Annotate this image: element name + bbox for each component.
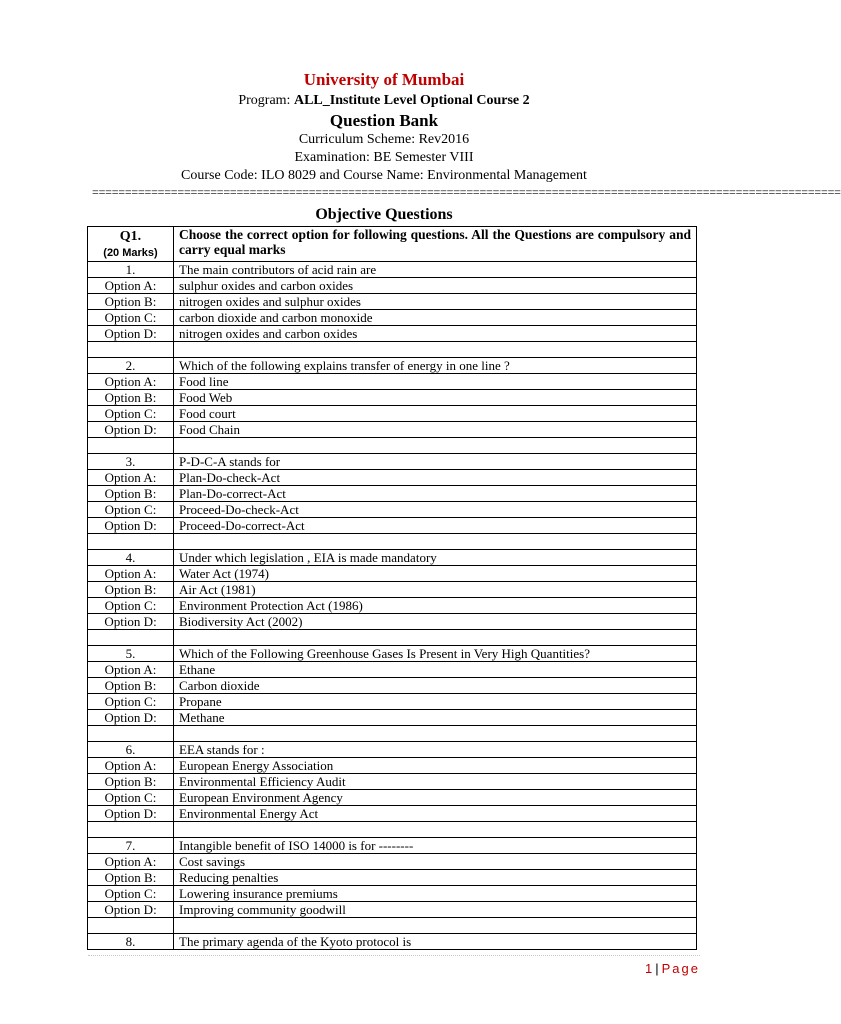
option-label: Option A: bbox=[88, 278, 174, 294]
blank-cell bbox=[174, 342, 697, 358]
blank-cell bbox=[174, 918, 697, 934]
option-text: European Environment Agency bbox=[174, 790, 697, 806]
option-text: Water Act (1974) bbox=[174, 566, 697, 582]
option-row bbox=[88, 598, 697, 614]
question-number: 4. bbox=[88, 550, 174, 566]
question-text: Under which legislation , EIA is made mandatory bbox=[174, 550, 697, 566]
question-number: 3. bbox=[88, 454, 174, 470]
page-number bbox=[645, 961, 700, 976]
question-text: Intangible benefit of ISO 14000 is for -------- bbox=[174, 838, 697, 854]
option-text: Food Chain bbox=[174, 422, 697, 438]
option-row bbox=[88, 294, 697, 310]
blank-row bbox=[88, 630, 697, 646]
question-number: 2. bbox=[88, 358, 174, 374]
blank-cell bbox=[88, 342, 174, 358]
instruction-text: Choose the correct option for following questions. All the Questions are compulsory and carry equal marks bbox=[174, 227, 697, 262]
question-number: 7. bbox=[88, 838, 174, 854]
option-row bbox=[88, 310, 697, 326]
option-row bbox=[88, 662, 697, 678]
option-text: Plan-Do-correct-Act bbox=[174, 486, 697, 502]
separator-line: ================================================================================================================== bbox=[92, 185, 841, 199]
option-row bbox=[88, 614, 697, 630]
option-row bbox=[88, 710, 697, 726]
option-text: Carbon dioxide bbox=[174, 678, 697, 694]
option-text: nitrogen oxides and carbon oxides bbox=[174, 326, 697, 342]
option-row bbox=[88, 758, 697, 774]
question-number: 1. bbox=[88, 262, 174, 278]
option-row bbox=[88, 566, 697, 582]
option-label: Option B: bbox=[88, 390, 174, 406]
option-row bbox=[88, 678, 697, 694]
option-label: Option D: bbox=[88, 614, 174, 630]
option-label: Option D: bbox=[88, 902, 174, 918]
option-text: Food Web bbox=[174, 390, 697, 406]
option-label: Option C: bbox=[88, 790, 174, 806]
question-row bbox=[88, 934, 697, 950]
option-label: Option B: bbox=[88, 678, 174, 694]
blank-cell bbox=[88, 726, 174, 742]
option-row bbox=[88, 278, 697, 294]
option-row bbox=[88, 870, 697, 886]
examination-line: Examination: BE Semester VIII bbox=[294, 150, 474, 165]
blank-cell bbox=[174, 438, 697, 454]
blank-cell bbox=[174, 534, 697, 550]
option-row bbox=[88, 694, 697, 710]
option-label: Option D: bbox=[88, 422, 174, 438]
question-text: Which of the following explains transfer of energy in one line ? bbox=[174, 358, 697, 374]
option-row bbox=[88, 806, 697, 822]
option-row bbox=[88, 790, 697, 806]
curriculum-scheme: Curriculum Scheme: Rev2016 bbox=[298, 132, 470, 147]
option-text: Environmental Energy Act bbox=[174, 806, 697, 822]
option-label: Option A: bbox=[88, 470, 174, 486]
question-number: 8. bbox=[88, 934, 174, 950]
question-row bbox=[88, 262, 697, 278]
option-row bbox=[88, 582, 697, 598]
question-header-row bbox=[88, 227, 697, 262]
question-text: The primary agenda of the Kyoto protocol is bbox=[174, 934, 697, 950]
option-text: nitrogen oxides and sulphur oxides bbox=[174, 294, 697, 310]
question-text: EEA stands for : bbox=[174, 742, 697, 758]
option-row bbox=[88, 502, 697, 518]
page-number-value: 1 bbox=[645, 961, 653, 976]
option-text: Air Act (1981) bbox=[174, 582, 697, 598]
question-table bbox=[87, 226, 697, 950]
blank-cell bbox=[174, 630, 697, 646]
program-line bbox=[0, 93, 768, 109]
blank-row bbox=[88, 438, 697, 454]
question-row bbox=[88, 838, 697, 854]
option-label: Option A: bbox=[88, 566, 174, 582]
option-row bbox=[88, 470, 697, 486]
blank-row bbox=[88, 822, 697, 838]
question-bank-title: Question Bank bbox=[329, 111, 439, 130]
university-title: University of Mumbai bbox=[303, 70, 465, 89]
option-label: Option C: bbox=[88, 502, 174, 518]
option-label: Option B: bbox=[88, 870, 174, 886]
question-label: Q1. bbox=[119, 229, 142, 244]
option-text: European Energy Association bbox=[174, 758, 697, 774]
option-label: Option A: bbox=[88, 854, 174, 870]
option-text: Food court bbox=[174, 406, 697, 422]
option-text: Methane bbox=[174, 710, 697, 726]
blank-cell bbox=[88, 438, 174, 454]
option-text: carbon dioxide and carbon monoxide bbox=[174, 310, 697, 326]
blank-cell bbox=[88, 630, 174, 646]
option-label: Option D: bbox=[88, 326, 174, 342]
option-row bbox=[88, 486, 697, 502]
course-line: Course Code: ILO 8029 and Course Name: Environmental Management bbox=[181, 168, 587, 183]
blank-row bbox=[88, 342, 697, 358]
question-number: 5. bbox=[88, 646, 174, 662]
option-row bbox=[88, 854, 697, 870]
question-row bbox=[88, 550, 697, 566]
option-label: Option A: bbox=[88, 758, 174, 774]
option-row bbox=[88, 390, 697, 406]
question-row bbox=[88, 454, 697, 470]
option-label: Option A: bbox=[88, 662, 174, 678]
option-row bbox=[88, 422, 697, 438]
question-text: Which of the Following Greenhouse Gases Is Present in Very High Quantities? bbox=[174, 646, 697, 662]
footer-divider bbox=[88, 955, 700, 956]
question-number-cell bbox=[88, 227, 174, 262]
option-text: Environmental Efficiency Audit bbox=[174, 774, 697, 790]
option-label: Option D: bbox=[88, 710, 174, 726]
option-text: Lowering insurance premiums bbox=[174, 886, 697, 902]
blank-cell bbox=[88, 534, 174, 550]
question-number: 6. bbox=[88, 742, 174, 758]
option-label: Option B: bbox=[88, 582, 174, 598]
option-row bbox=[88, 886, 697, 902]
option-label: Option C: bbox=[88, 310, 174, 326]
option-label: Option C: bbox=[88, 406, 174, 422]
section-title: Objective Questions bbox=[315, 206, 453, 223]
option-text: Ethane bbox=[174, 662, 697, 678]
option-text: Proceed-Do-correct-Act bbox=[174, 518, 697, 534]
option-label: Option C: bbox=[88, 598, 174, 614]
blank-cell bbox=[174, 822, 697, 838]
option-label: Option B: bbox=[88, 774, 174, 790]
option-text: Environment Protection Act (1986) bbox=[174, 598, 697, 614]
option-text: Reducing penalties bbox=[174, 870, 697, 886]
question-row bbox=[88, 358, 697, 374]
question-table-body bbox=[88, 227, 697, 950]
page-word: Page bbox=[661, 961, 700, 976]
program-value: ALL_Institute Level Optional Course 2 bbox=[293, 93, 530, 108]
option-row bbox=[88, 326, 697, 342]
blank-row bbox=[88, 726, 697, 742]
option-row bbox=[88, 774, 697, 790]
blank-cell bbox=[88, 822, 174, 838]
option-label: Option C: bbox=[88, 694, 174, 710]
blank-cell bbox=[88, 918, 174, 934]
option-text: Cost savings bbox=[174, 854, 697, 870]
question-row bbox=[88, 742, 697, 758]
option-label: Option D: bbox=[88, 806, 174, 822]
option-row bbox=[88, 374, 697, 390]
option-text: Propane bbox=[174, 694, 697, 710]
option-label: Option B: bbox=[88, 486, 174, 502]
option-text: Food line bbox=[174, 374, 697, 390]
page-divider-bar: | bbox=[655, 961, 659, 976]
question-text: The main contributors of acid rain are bbox=[174, 262, 697, 278]
option-row bbox=[88, 518, 697, 534]
blank-cell bbox=[174, 726, 697, 742]
blank-row bbox=[88, 534, 697, 550]
option-row bbox=[88, 406, 697, 422]
option-text: Improving community goodwill bbox=[174, 902, 697, 918]
blank-row bbox=[88, 918, 697, 934]
option-text: Proceed-Do-check-Act bbox=[174, 502, 697, 518]
question-text: P-D-C-A stands for bbox=[174, 454, 697, 470]
option-text: Plan-Do-check-Act bbox=[174, 470, 697, 486]
program-label: Program: bbox=[238, 93, 294, 108]
option-row bbox=[88, 902, 697, 918]
option-label: Option D: bbox=[88, 518, 174, 534]
marks-label: (20 Marks) bbox=[103, 247, 158, 259]
option-text: Biodiversity Act (2002) bbox=[174, 614, 697, 630]
question-row bbox=[88, 646, 697, 662]
option-label: Option B: bbox=[88, 294, 174, 310]
option-text: sulphur oxides and carbon oxides bbox=[174, 278, 697, 294]
option-label: Option C: bbox=[88, 886, 174, 902]
option-label: Option A: bbox=[88, 374, 174, 390]
